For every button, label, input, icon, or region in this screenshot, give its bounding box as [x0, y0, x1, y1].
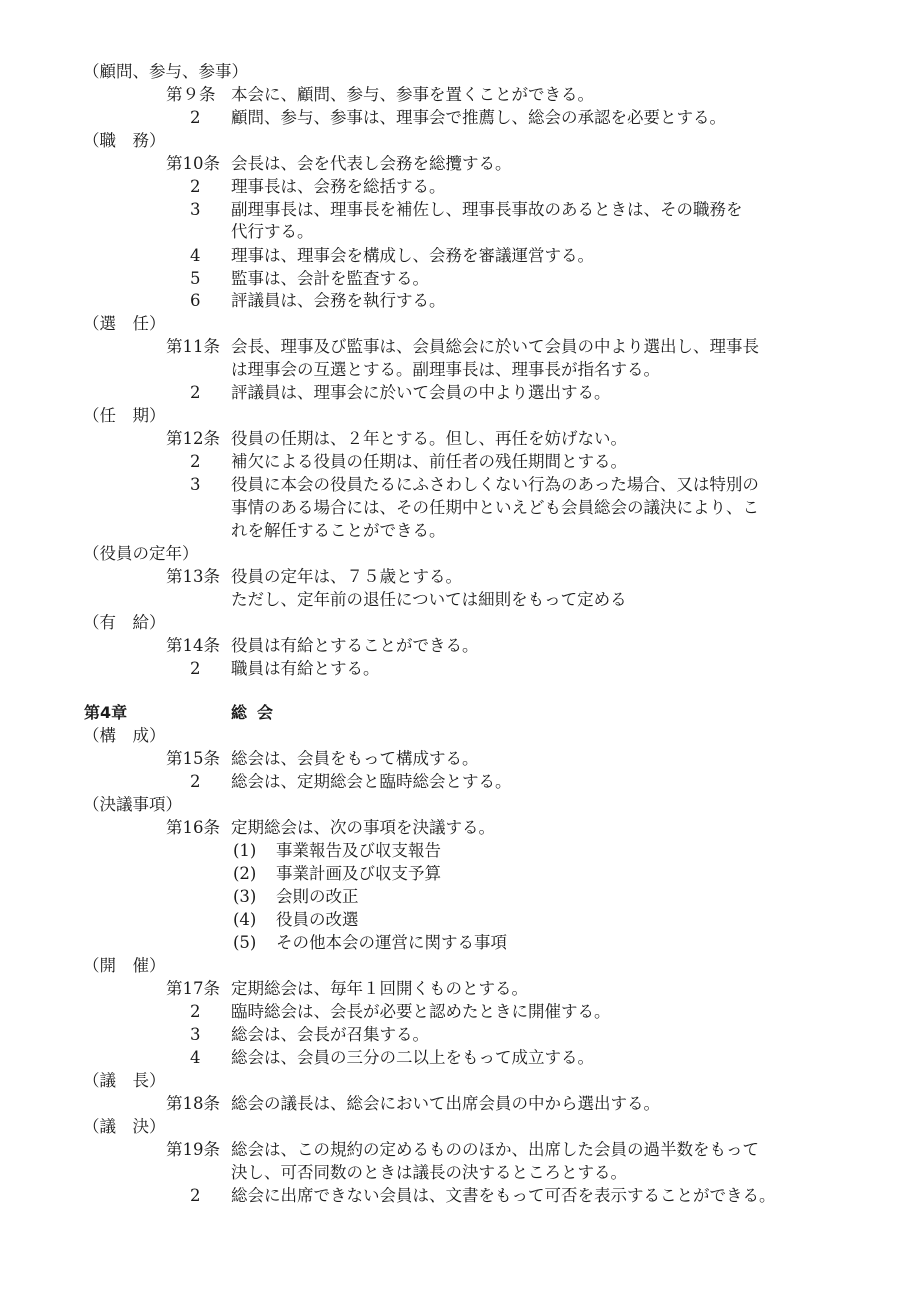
body-text: 会長は、会を代表し会務を総攬する。 [231, 154, 512, 173]
body-text: 総会は、定期総会と臨時総会とする。 [231, 772, 512, 791]
chapter-title: 総会 [231, 703, 284, 722]
chapter-number: 第4章 [84, 703, 128, 722]
enumeration-number: (4) [233, 910, 257, 929]
body-text: 理事長は、会務を総括する。 [231, 177, 446, 196]
paragraph-number: 2 [190, 659, 201, 678]
section-heading: （開 催） [83, 956, 166, 975]
body-text: 役員に本会の役員たるにふさわしくない行為のあった場合、又は特別の [231, 475, 759, 494]
body-text: 代行する。 [231, 222, 314, 241]
body-text: 役員の定年は、７５歳とする。 [231, 567, 462, 586]
paragraph-number: 4 [190, 246, 201, 265]
article-number: 第19条 [166, 1140, 220, 1159]
enumeration-number: (2) [233, 864, 257, 883]
section-heading: （決議事項） [83, 795, 182, 814]
paragraph-number: 3 [190, 1025, 201, 1044]
paragraph-number: 2 [190, 1002, 201, 1021]
article-number: 第17条 [166, 979, 220, 998]
article-number: 第９条 [166, 85, 216, 104]
body-text: 職員は有給とする。 [231, 659, 380, 678]
paragraph-number: 5 [190, 269, 201, 288]
body-text: 事情のある場合には、その任期中といえども会員総会の議決により、こ [231, 498, 759, 517]
enumeration-text: 事業報告及び収支報告 [276, 841, 441, 860]
body-text: 定期総会は、次の事項を決議する。 [231, 818, 495, 837]
article-number: 第14条 [166, 636, 220, 655]
paragraph-number: 3 [190, 200, 201, 219]
body-text: れを解任することができる。 [231, 521, 446, 540]
paragraph-number: 2 [190, 452, 201, 471]
article-number: 第15条 [166, 749, 220, 768]
body-text: 総会は、会員をもって構成する。 [231, 749, 479, 768]
body-text: 臨時総会は、会長が必要と認めたときに開催する。 [231, 1002, 611, 1021]
paragraph-number: 2 [190, 177, 201, 196]
body-text: 評議員は、会務を執行する。 [231, 291, 446, 310]
enumeration-text: 事業計画及び収支予算 [276, 864, 441, 883]
paragraph-number: 4 [190, 1048, 201, 1067]
body-text: 決し、可否同数のときは議長の決するところとする。 [231, 1163, 627, 1182]
enumeration-text: 役員の改選 [276, 910, 359, 929]
section-heading: （議 決） [83, 1117, 166, 1136]
article-number: 第18条 [166, 1094, 220, 1113]
body-text: 役員の任期は、２年とする。但し、再任を妨げない。 [231, 429, 627, 448]
body-text: 総会は、会長が召集する。 [231, 1025, 429, 1044]
article-number: 第13条 [166, 567, 220, 586]
paragraph-number: 2 [190, 383, 201, 402]
article-number: 第16条 [166, 818, 220, 837]
section-heading: （顧問、参与、参事） [83, 62, 248, 81]
enumeration-number: (1) [233, 841, 257, 860]
enumeration-number: (3) [233, 887, 257, 906]
body-text: は理事会の互選とする。副理事長は、理事長が指名する。 [231, 360, 660, 379]
section-heading: （構 成） [83, 726, 166, 745]
enumeration-text: 会則の改正 [276, 887, 359, 906]
enumeration-number: (5) [233, 933, 257, 952]
section-heading: （議 長） [83, 1071, 166, 1090]
body-text: 理事は、理事会を構成し、会務を審議運営する。 [231, 246, 594, 265]
body-text: 副理事長は、理事長を補佐し、理事長事故のあるときは、その職務を [231, 200, 743, 219]
paragraph-number: 2 [190, 772, 201, 791]
paragraph-number: 2 [190, 108, 201, 127]
paragraph-number: 3 [190, 475, 201, 494]
article-number: 第11条 [166, 337, 220, 356]
body-text: 監事は、会計を監査する。 [231, 269, 429, 288]
section-heading: （役員の定年） [83, 544, 199, 563]
article-number: 第10条 [166, 154, 220, 173]
body-text: ただし、定年前の退任については細則をもって定める [231, 590, 627, 609]
body-text: 総会は、この規約の定めるもののほか、出席した会員の過半数をもって [231, 1140, 759, 1159]
body-text: 定期総会は、毎年１回開くものとする。 [231, 979, 528, 998]
section-heading: （任 期） [83, 406, 166, 425]
body-text: 総会に出席できない会員は、文書をもって可否を表示することができる。 [231, 1186, 776, 1205]
body-text: 評議員は、理事会に於いて会員の中より選出する。 [231, 383, 611, 402]
body-text: 顧問、参与、参事は、理事会で推薦し、総会の承認を必要とする。 [231, 108, 726, 127]
body-text: 本会に、顧問、参与、参事を置くことができる。 [231, 85, 594, 104]
section-heading: （職 務） [83, 131, 166, 150]
enumeration-text: その他本会の運営に関する事項 [276, 933, 507, 952]
body-text: 会長、理事及び監事は、会員総会に於いて会員の中より選出し、理事長 [231, 337, 759, 356]
section-heading: （選 任） [83, 314, 166, 333]
body-text: 補欠による役員の任期は、前任者の残任期間とする。 [231, 452, 627, 471]
paragraph-number: 2 [190, 1186, 201, 1205]
body-text: 役員は有給とすることができる。 [231, 636, 479, 655]
body-text: 総会は、会員の三分の二以上をもって成立する。 [231, 1048, 594, 1067]
body-text: 総会の議長は、総会において出席会員の中から選出する。 [231, 1094, 660, 1113]
article-number: 第12条 [166, 429, 220, 448]
paragraph-number: 6 [190, 291, 201, 310]
section-heading: （有 給） [83, 613, 166, 632]
